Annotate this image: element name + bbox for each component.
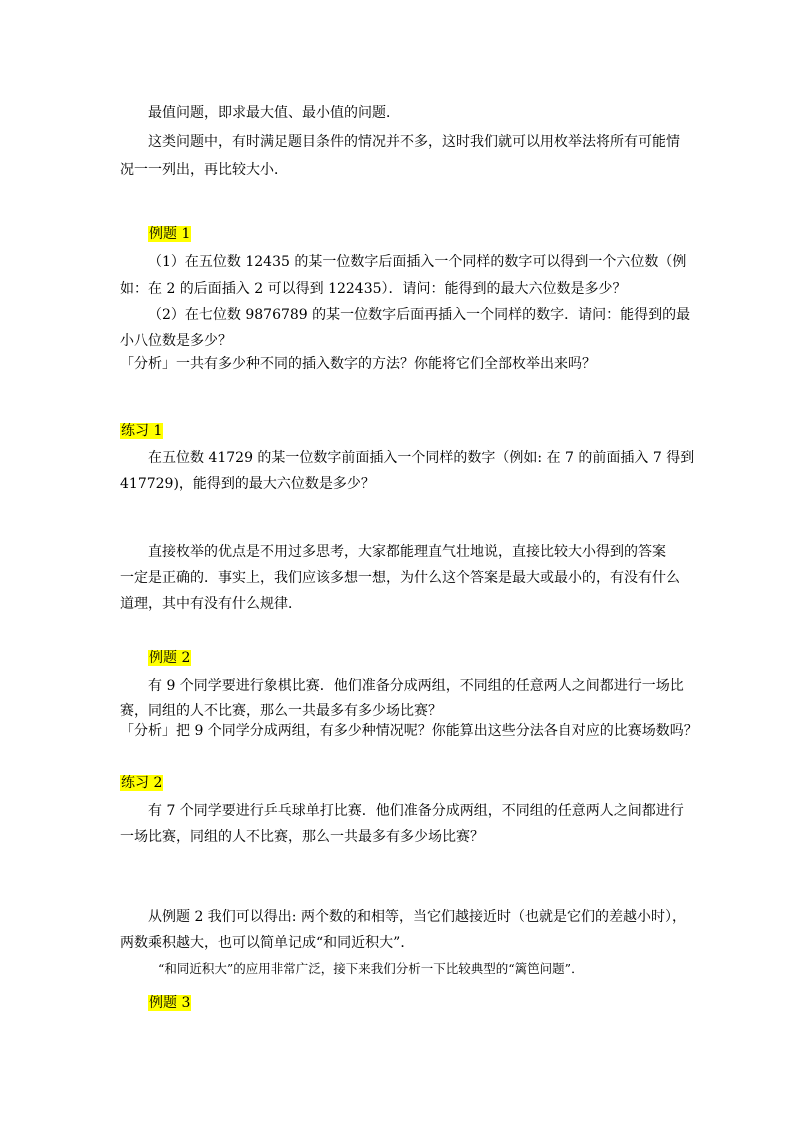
conclusion-line-3: “和同近积大”的应用非常广泛，接下来我们分析一下比较典型的“篱笆问题”． <box>158 961 584 976</box>
practice-1-line-2: 417729)，能得到的最大六位数是多少？ <box>120 476 375 492</box>
practice-2-heading <box>120 773 163 793</box>
example-3-label: 例题 3 <box>149 995 191 1011</box>
example-2-heading <box>148 648 191 668</box>
practice-1-label: 练习 1 <box>121 423 163 439</box>
conclusion-line-1: 从例题 2 我们可以得出: 两个数的和相等，当它们越接近时（也就是它们的差越小时）， <box>148 909 686 925</box>
example-3-heading <box>148 993 191 1013</box>
example-2-line-1: 有 9 个同学要进行象棋比赛．他们准备分成两组，不同组的任意两人之间都进行一场比 <box>148 678 684 694</box>
discussion-line-1: 直接枚举的优点是不用过多思考，大家都能理直气壮地说，直接比较大小得到的答案 <box>148 544 666 560</box>
example-1-q1-line-2: 如：在 2 的后面插入 2 可以得到 122435）．请问：能得到的最大六位数是多少？ <box>120 281 627 297</box>
practice-1-line-1: 在五位数 41729 的某一位数字前面插入一个同样的数字（例如: 在 7 的前面插入 7 得到 <box>148 450 695 466</box>
example-1-q1-line-1: （1）在五位数 12435 的某一位数字后面插入一个同样的数字可以得到一个六位数（例 <box>148 254 687 270</box>
conclusion-line-2: 两数乘积越大，也可以简单记成“和同近积大”． <box>120 935 415 951</box>
example-2-line-2: 赛，同组的人不比赛，那么一共最多有多少场比赛？ <box>120 703 442 719</box>
example-1-q2-line-1: （2）在七位数 9876789 的某一位数字后面再插入一个同样的数字．请问：能得到的最 <box>148 307 691 323</box>
example-2-label: 例题 2 <box>149 650 191 666</box>
example-1-analysis: 「分析」一共有多少种不同的插入数字的方法？你能将它们全部枚举出来吗？ <box>120 356 596 372</box>
practice-2-label: 练习 2 <box>121 775 163 791</box>
practice-2-line-1: 有 7 个同学要进行乒乓球单打比赛．他们准备分成两组，不同组的任意两人之间都进行 <box>148 803 684 819</box>
discussion-line-3: 道理，其中有没有什么规律． <box>120 596 302 612</box>
practice-2-line-2: 一场比赛，同组的人不比赛，那么一共最多有多少场比赛？ <box>120 829 484 845</box>
example-1-heading <box>148 224 191 244</box>
discussion-line-2: 一定是正确的．事实上，我们应该多想一想，为什么这个答案是最大或最小的，有没有什么 <box>120 570 680 586</box>
practice-1-heading <box>120 421 163 441</box>
example-1-q2-line-2: 小八位数是多少？ <box>120 333 232 349</box>
example-2-analysis: 「分析」把 9 个同学分成两组，有多少种情况呢？你能算出这些分法各自对应的比赛场数吗？ <box>120 723 698 739</box>
intro-line-3: 况一一列出，再比较大小． <box>120 162 288 178</box>
example-1-label: 例题 1 <box>149 226 191 242</box>
intro-line-2: 这类问题中，有时满足题目条件的情况并不多，这时我们就可以用枚举法将所有可能情 <box>148 134 680 150</box>
intro-line-1: 最值问题，即求最大值、最小值的问题． <box>148 105 400 121</box>
